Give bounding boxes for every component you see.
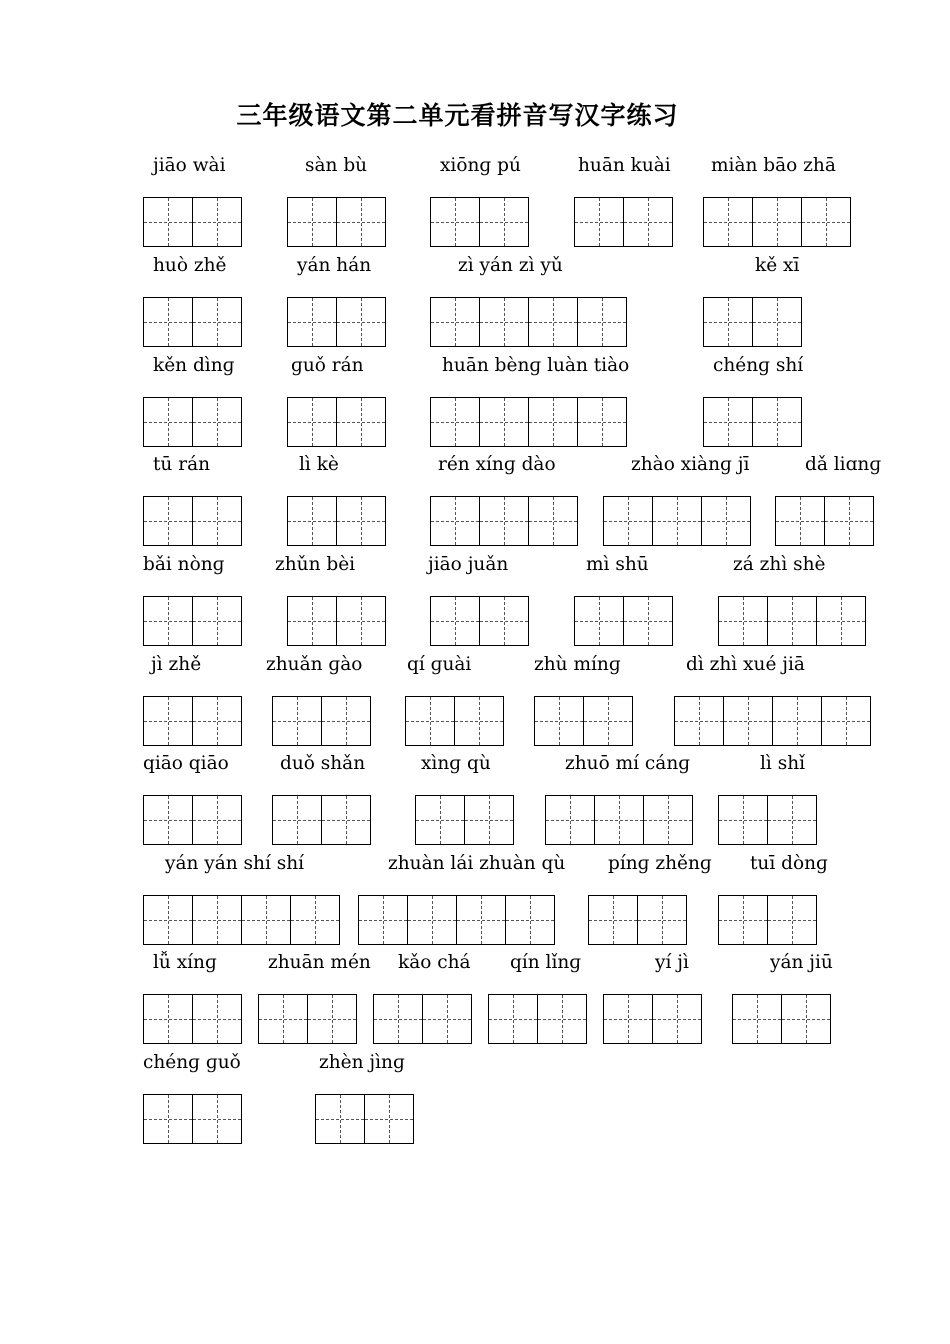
pinyin-label: zhèn jìnɡ [319, 1052, 405, 1073]
writing-boxes [315, 1094, 414, 1144]
pinyin-label: bǎi nònɡ [143, 554, 225, 575]
writing-boxes [143, 696, 242, 746]
tian-zi-ge-cell[interactable] [652, 496, 702, 546]
pinyin-label: kěn dìnɡ [153, 355, 235, 376]
tian-zi-ge-cell[interactable] [143, 496, 193, 546]
writing-boxes [415, 795, 514, 845]
tian-zi-ge-cell[interactable] [272, 696, 322, 746]
pinyin-label: zhuàn lái zhuàn qù [388, 853, 566, 874]
tian-zi-ge-cell[interactable] [703, 297, 753, 347]
tian-zi-ge-cell[interactable] [718, 795, 768, 845]
tian-zi-ge-cell[interactable] [192, 397, 242, 447]
writing-boxes [488, 994, 587, 1044]
tian-zi-ge-cell[interactable] [488, 994, 538, 1044]
pinyin-label: zhuān mén [268, 952, 371, 973]
tian-zi-ge-cell[interactable] [336, 397, 386, 447]
tian-zi-ge-cell[interactable] [192, 994, 242, 1044]
tian-zi-ge-cell[interactable] [821, 696, 871, 746]
pinyin-label: xìnɡ qù [421, 753, 491, 774]
pinyin-label: huò zhě [153, 255, 227, 276]
writing-boxes [703, 297, 802, 347]
tian-zi-ge-cell[interactable] [336, 297, 386, 347]
pinyin-label: zhǔn bèi [275, 554, 356, 575]
tian-zi-ge-cell[interactable] [534, 696, 584, 746]
tian-zi-ge-cell[interactable] [767, 596, 817, 646]
tian-zi-ge-cell[interactable] [479, 397, 529, 447]
tian-zi-ge-cell[interactable] [577, 397, 627, 447]
tian-zi-ge-cell[interactable] [528, 397, 578, 447]
tian-zi-ge-cell[interactable] [732, 994, 782, 1044]
tian-zi-ge-cell[interactable] [674, 696, 724, 746]
tian-zi-ge-cell[interactable] [574, 197, 624, 247]
writing-boxes [143, 496, 242, 546]
tian-zi-ge-cell[interactable] [430, 297, 480, 347]
tian-zi-ge-cell[interactable] [241, 895, 291, 945]
pinyin-label: chénɡ ɡuǒ [143, 1052, 241, 1073]
tian-zi-ge-cell[interactable] [464, 795, 514, 845]
tian-zi-ge-cell[interactable] [545, 795, 595, 845]
writing-boxes [718, 596, 866, 646]
pinyin-label: qiāo qiāo [143, 753, 229, 774]
tian-zi-ge-cell[interactable] [430, 596, 480, 646]
writing-boxes [732, 994, 831, 1044]
writing-boxes [574, 596, 673, 646]
writing-boxes [545, 795, 693, 845]
tian-zi-ge-cell[interactable] [358, 895, 408, 945]
pinyin-label: xiōnɡ pú [440, 155, 521, 176]
tian-zi-ge-cell[interactable] [583, 696, 633, 746]
pinyin-label: tū rán [153, 454, 211, 475]
tian-zi-ge-cell[interactable] [430, 397, 480, 447]
writing-boxes [430, 197, 529, 247]
pinyin-label: dì zhì xué jiā [686, 654, 805, 675]
tian-zi-ge-cell[interactable] [287, 596, 337, 646]
tian-zi-ge-cell[interactable] [143, 297, 193, 347]
tian-zi-ge-cell[interactable] [703, 197, 753, 247]
pinyin-label: jiāo juǎn [428, 554, 509, 575]
pinyin-label: ɡuǒ rán [291, 355, 364, 376]
pinyin-label: chénɡ shí [713, 355, 804, 376]
tian-zi-ge-cell[interactable] [287, 197, 337, 247]
page-title: 三年级语文第二单元看拼音写汉字练习 [236, 101, 679, 130]
tian-zi-ge-cell[interactable] [336, 197, 386, 247]
tian-zi-ge-cell[interactable] [315, 1094, 365, 1144]
writing-boxes [430, 596, 529, 646]
writing-boxes [143, 596, 242, 646]
tian-zi-ge-cell[interactable] [192, 895, 242, 945]
pinyin-label: kě xī [755, 255, 800, 276]
pinyin-label: zhù mínɡ [534, 654, 621, 675]
tian-zi-ge-cell[interactable] [364, 1094, 414, 1144]
writing-boxes [703, 397, 802, 447]
tian-zi-ge-cell[interactable] [718, 895, 768, 945]
tian-zi-ge-cell[interactable] [290, 895, 340, 945]
writing-boxes [287, 197, 386, 247]
tian-zi-ge-cell[interactable] [287, 496, 337, 546]
writing-boxes [574, 197, 673, 247]
writing-boxes [775, 496, 874, 546]
pinyin-label: yán yán shí shí [165, 853, 305, 874]
writing-boxes [430, 397, 627, 447]
tian-zi-ge-cell[interactable] [528, 496, 578, 546]
tian-zi-ge-cell[interactable] [723, 696, 773, 746]
tian-zi-ge-cell[interactable] [143, 994, 193, 1044]
pinyin-label: lì kè [299, 454, 339, 475]
tian-zi-ge-cell[interactable] [143, 895, 193, 945]
tian-zi-ge-cell[interactable] [623, 197, 673, 247]
tian-zi-ge-cell[interactable] [594, 795, 644, 845]
pinyin-label: huān bènɡ luàn tiào [442, 355, 630, 376]
writing-boxes [373, 994, 472, 1044]
tian-zi-ge-cell[interactable] [824, 496, 874, 546]
tian-zi-ge-cell[interactable] [321, 795, 371, 845]
tian-zi-ge-cell[interactable] [752, 197, 802, 247]
tian-zi-ge-cell[interactable] [479, 297, 529, 347]
writing-boxes [143, 795, 242, 845]
tian-zi-ge-cell[interactable] [479, 197, 529, 247]
pinyin-label: miàn bāo zhā [711, 155, 836, 176]
tian-zi-ge-cell[interactable] [479, 496, 529, 546]
tian-zi-ge-cell[interactable] [801, 197, 851, 247]
tian-zi-ge-cell[interactable] [718, 596, 768, 646]
tian-zi-ge-cell[interactable] [775, 496, 825, 546]
tian-zi-ge-cell[interactable] [752, 397, 802, 447]
writing-boxes [143, 895, 340, 945]
tian-zi-ge-cell[interactable] [287, 397, 337, 447]
tian-zi-ge-cell[interactable] [336, 496, 386, 546]
writing-boxes [703, 197, 851, 247]
tian-zi-ge-cell[interactable] [752, 297, 802, 347]
pinyin-label: yí jì [655, 952, 689, 973]
pinyin-label: qí ɡuài [407, 654, 472, 675]
writing-boxes [718, 895, 817, 945]
tian-zi-ge-cell[interactable] [192, 795, 242, 845]
tian-zi-ge-cell[interactable] [528, 297, 578, 347]
tian-zi-ge-cell[interactable] [192, 696, 242, 746]
tian-zi-ge-cell[interactable] [577, 297, 627, 347]
pinyin-label: zá zhì shè [733, 554, 826, 575]
writing-boxes [272, 795, 371, 845]
writing-boxes [143, 197, 242, 247]
tian-zi-ge-cell[interactable] [643, 795, 693, 845]
tian-zi-ge-cell[interactable] [373, 994, 423, 1044]
tian-zi-ge-cell[interactable] [816, 596, 866, 646]
writing-boxes [430, 297, 627, 347]
pinyin-label: duǒ shǎn [280, 753, 366, 774]
tian-zi-ge-cell[interactable] [422, 994, 472, 1044]
tian-zi-ge-cell[interactable] [192, 1094, 242, 1144]
tian-zi-ge-cell[interactable] [307, 994, 357, 1044]
tian-zi-ge-cell[interactable] [143, 1094, 193, 1144]
tian-zi-ge-cell[interactable] [430, 496, 480, 546]
tian-zi-ge-cell[interactable] [603, 496, 653, 546]
tian-zi-ge-cell[interactable] [781, 994, 831, 1044]
tian-zi-ge-cell[interactable] [192, 297, 242, 347]
pinyin-label: zhào xiànɡ jī [631, 454, 750, 475]
writing-boxes [143, 297, 242, 347]
writing-boxes [287, 496, 386, 546]
tian-zi-ge-cell[interactable] [143, 696, 193, 746]
tian-zi-ge-cell[interactable] [258, 994, 308, 1044]
tian-zi-ge-cell[interactable] [143, 795, 193, 845]
tian-zi-ge-cell[interactable] [454, 696, 504, 746]
tian-zi-ge-cell[interactable] [407, 895, 457, 945]
tian-zi-ge-cell[interactable] [287, 297, 337, 347]
tian-zi-ge-cell[interactable] [701, 496, 751, 546]
pinyin-label: dǎ liɑnɡ [805, 454, 882, 475]
tian-zi-ge-cell[interactable] [192, 197, 242, 247]
tian-zi-ge-cell[interactable] [415, 795, 465, 845]
pinyin-label: sàn bù [305, 155, 368, 176]
tian-zi-ge-cell[interactable] [652, 994, 702, 1044]
pinyin-label: zì yán zì yǔ [458, 255, 563, 276]
tian-zi-ge-cell[interactable] [623, 596, 673, 646]
pinyin-label: zhuō mí cánɡ [565, 753, 691, 774]
tian-zi-ge-cell[interactable] [456, 895, 506, 945]
pinyin-label: jì zhě [151, 654, 202, 675]
tian-zi-ge-cell[interactable] [143, 596, 193, 646]
writing-boxes [534, 696, 633, 746]
writing-boxes [674, 696, 871, 746]
tian-zi-ge-cell[interactable] [143, 197, 193, 247]
pinyin-label: jiāo wài [153, 155, 226, 176]
writing-boxes [272, 696, 371, 746]
writing-boxes [143, 994, 242, 1044]
pinyin-label: lì shǐ [760, 753, 806, 774]
writing-boxes [358, 895, 555, 945]
pinyin-label: zhuǎn ɡào [266, 654, 363, 675]
tian-zi-ge-cell[interactable] [479, 596, 529, 646]
tian-zi-ge-cell[interactable] [574, 596, 624, 646]
tian-zi-ge-cell[interactable] [192, 596, 242, 646]
tian-zi-ge-cell[interactable] [192, 496, 242, 546]
writing-boxes [603, 994, 702, 1044]
tian-zi-ge-cell[interactable] [537, 994, 587, 1044]
tian-zi-ge-cell[interactable] [772, 696, 822, 746]
tian-zi-ge-cell[interactable] [588, 895, 638, 945]
pinyin-label: mì shū [586, 554, 649, 575]
writing-boxes [287, 397, 386, 447]
pinyin-label: tuī dònɡ [750, 853, 828, 874]
writing-boxes [430, 496, 578, 546]
tian-zi-ge-cell[interactable] [405, 696, 455, 746]
writing-boxes [588, 895, 687, 945]
tian-zi-ge-cell[interactable] [336, 596, 386, 646]
pinyin-label: pínɡ zhěnɡ [608, 853, 712, 874]
pinyin-label: yán hán [297, 255, 372, 276]
tian-zi-ge-cell[interactable] [505, 895, 555, 945]
writing-boxes [258, 994, 357, 1044]
pinyin-label: qín lǐnɡ [510, 952, 582, 973]
pinyin-label: rén xínɡ dào [438, 454, 556, 475]
tian-zi-ge-cell[interactable] [143, 397, 193, 447]
tian-zi-ge-cell[interactable] [637, 895, 687, 945]
pinyin-label: kǎo chá [398, 952, 471, 973]
tian-zi-ge-cell[interactable] [321, 696, 371, 746]
tian-zi-ge-cell[interactable] [430, 197, 480, 247]
tian-zi-ge-cell[interactable] [603, 994, 653, 1044]
writing-boxes [718, 795, 817, 845]
writing-boxes [143, 397, 242, 447]
pinyin-label: yán jiū [770, 952, 833, 973]
pinyin-label: huān kuài [578, 155, 671, 176]
tian-zi-ge-cell[interactable] [703, 397, 753, 447]
writing-boxes [143, 1094, 242, 1144]
tian-zi-ge-cell[interactable] [272, 795, 322, 845]
pinyin-label: lǚ xínɡ [153, 952, 217, 973]
writing-boxes [287, 297, 386, 347]
writing-boxes [405, 696, 504, 746]
tian-zi-ge-cell[interactable] [767, 895, 817, 945]
writing-boxes [603, 496, 751, 546]
writing-boxes [287, 596, 386, 646]
tian-zi-ge-cell[interactable] [767, 795, 817, 845]
